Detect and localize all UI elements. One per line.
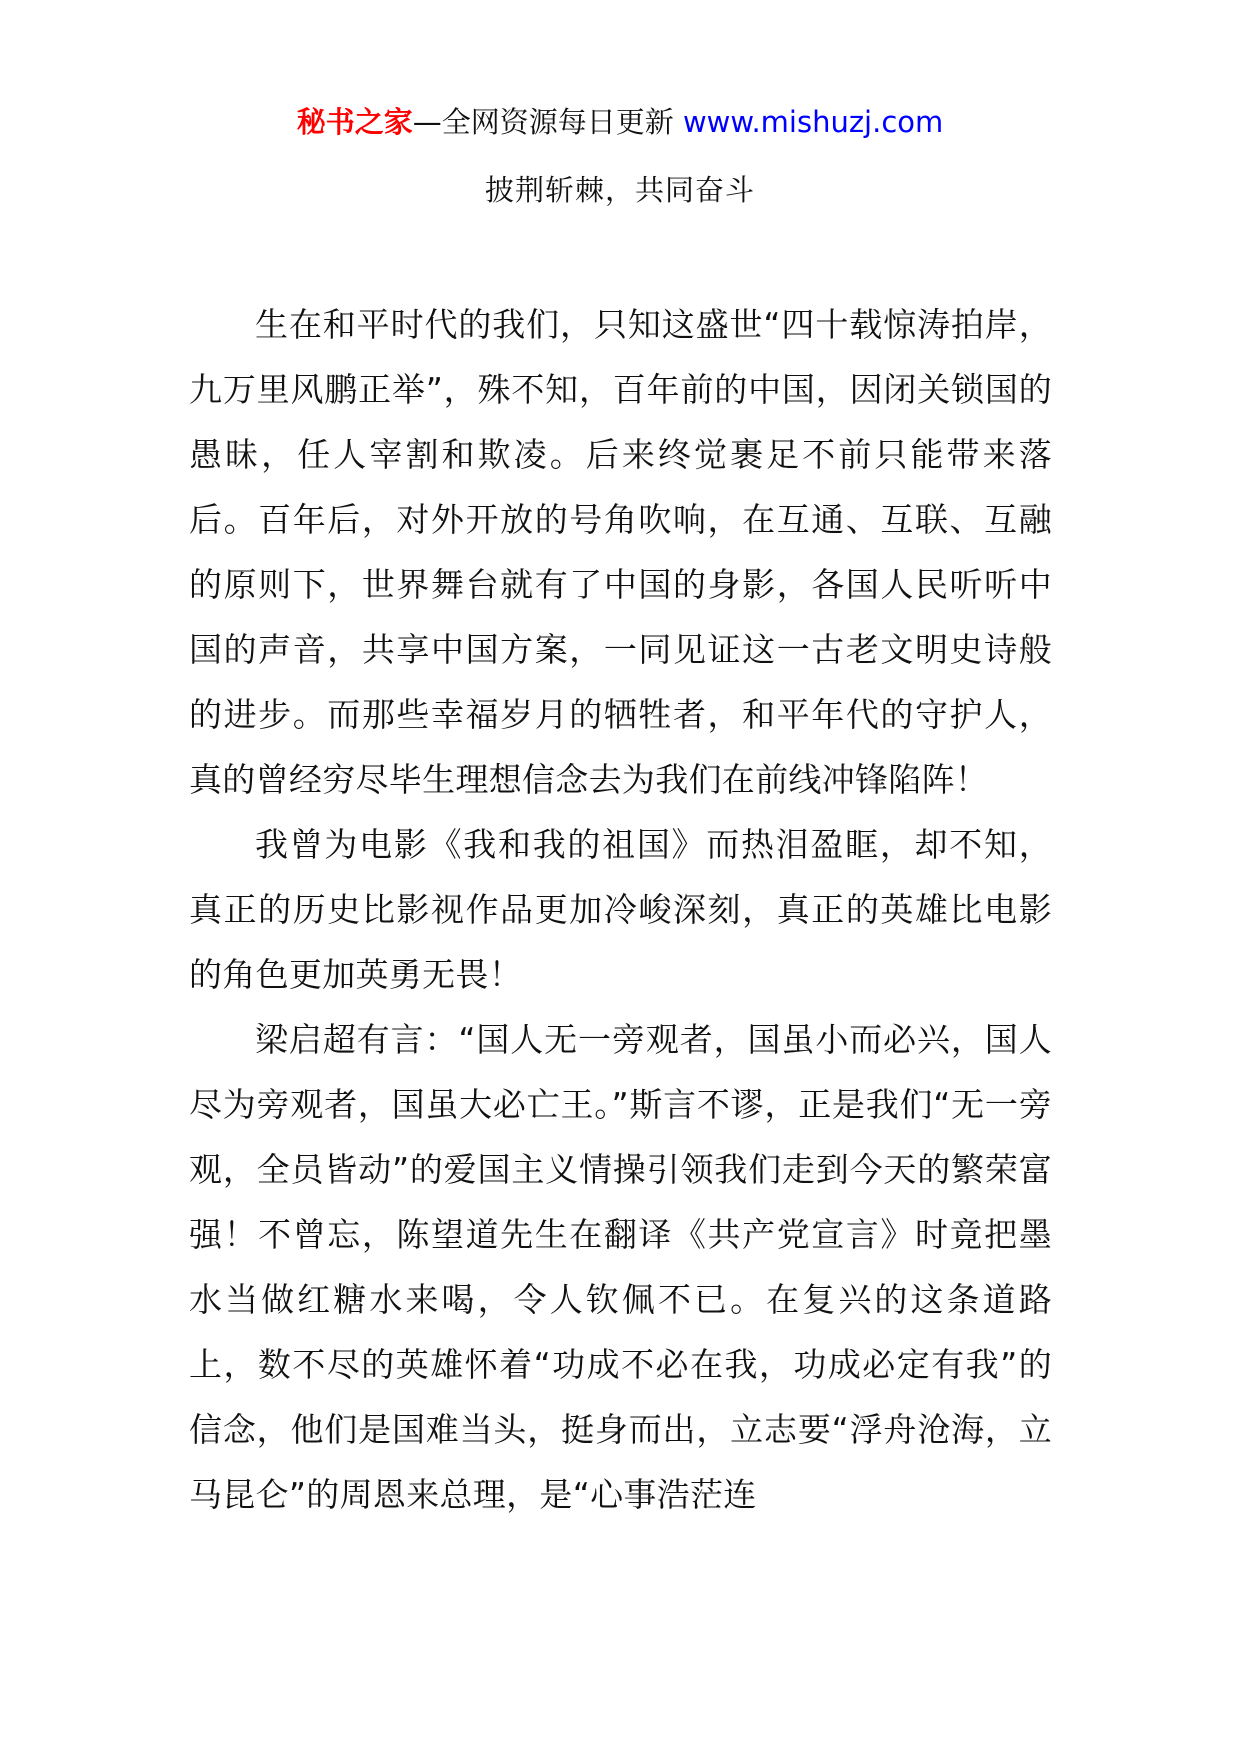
body-paragraph: 梁启超有言：“国人无一旁观者，国虽小而必兴，国人尽为旁观者，国虽大必亡王。”斯言不谬，正是我们“无一旁观，全员皆动”的爱国主义情操引领我们走到今天的繁荣富强！不曾忘，陈望道先生在翻译《共产党宣言》时竟把墨水当做红糖水来喝，令人钦佩不已。在复兴的这条道路上，数不尽的英雄怀着“功成不必在我，功成必定有我”的信念，他们是国难当头，挺身而出，立志要“浮舟沧海，立马昆仑”的周恩来总理，是“心事浩茫连	[189, 1020, 1052, 1514]
body-paragraph: 我曾为电影《我和我的祖国》而热泪盈眶，却不知，真正的历史比影视作品更加冷峻深刻，真正的英雄比电影的角色更加英勇无畏！	[189, 825, 1052, 994]
document-title: 披荆斩棘，共同奋斗	[484, 173, 755, 207]
site-url-link[interactable]: www.mishuzj.com	[682, 105, 944, 139]
site-header	[0, 102, 1240, 142]
site-brand: 秘书之家	[296, 105, 413, 139]
body-paragraph: 生在和平时代的我们，只知这盛世“四十载惊涛拍岸，九万里风鹏正举”，殊不知，百年前的中国，因闭关锁国的愚昧，任人宰割和欺凌。后来终觉裹足不前只能带来落后。百年后，对外开放的号角吹响，在互通、互联、互融的原则下，世界舞台就有了中国的身影，各国人民听听中国的声音，共享中国方案，一同见证这一古老文明史诗般的进步。而那些幸福岁月的牺牲者，和平年代的守护人，真的曾经穷尽毕生理想信念去为我们在前线冲锋陷阵！	[189, 305, 1052, 799]
document-body	[189, 292, 1052, 1527]
site-tagline: —全网资源每日更新	[412, 105, 683, 139]
